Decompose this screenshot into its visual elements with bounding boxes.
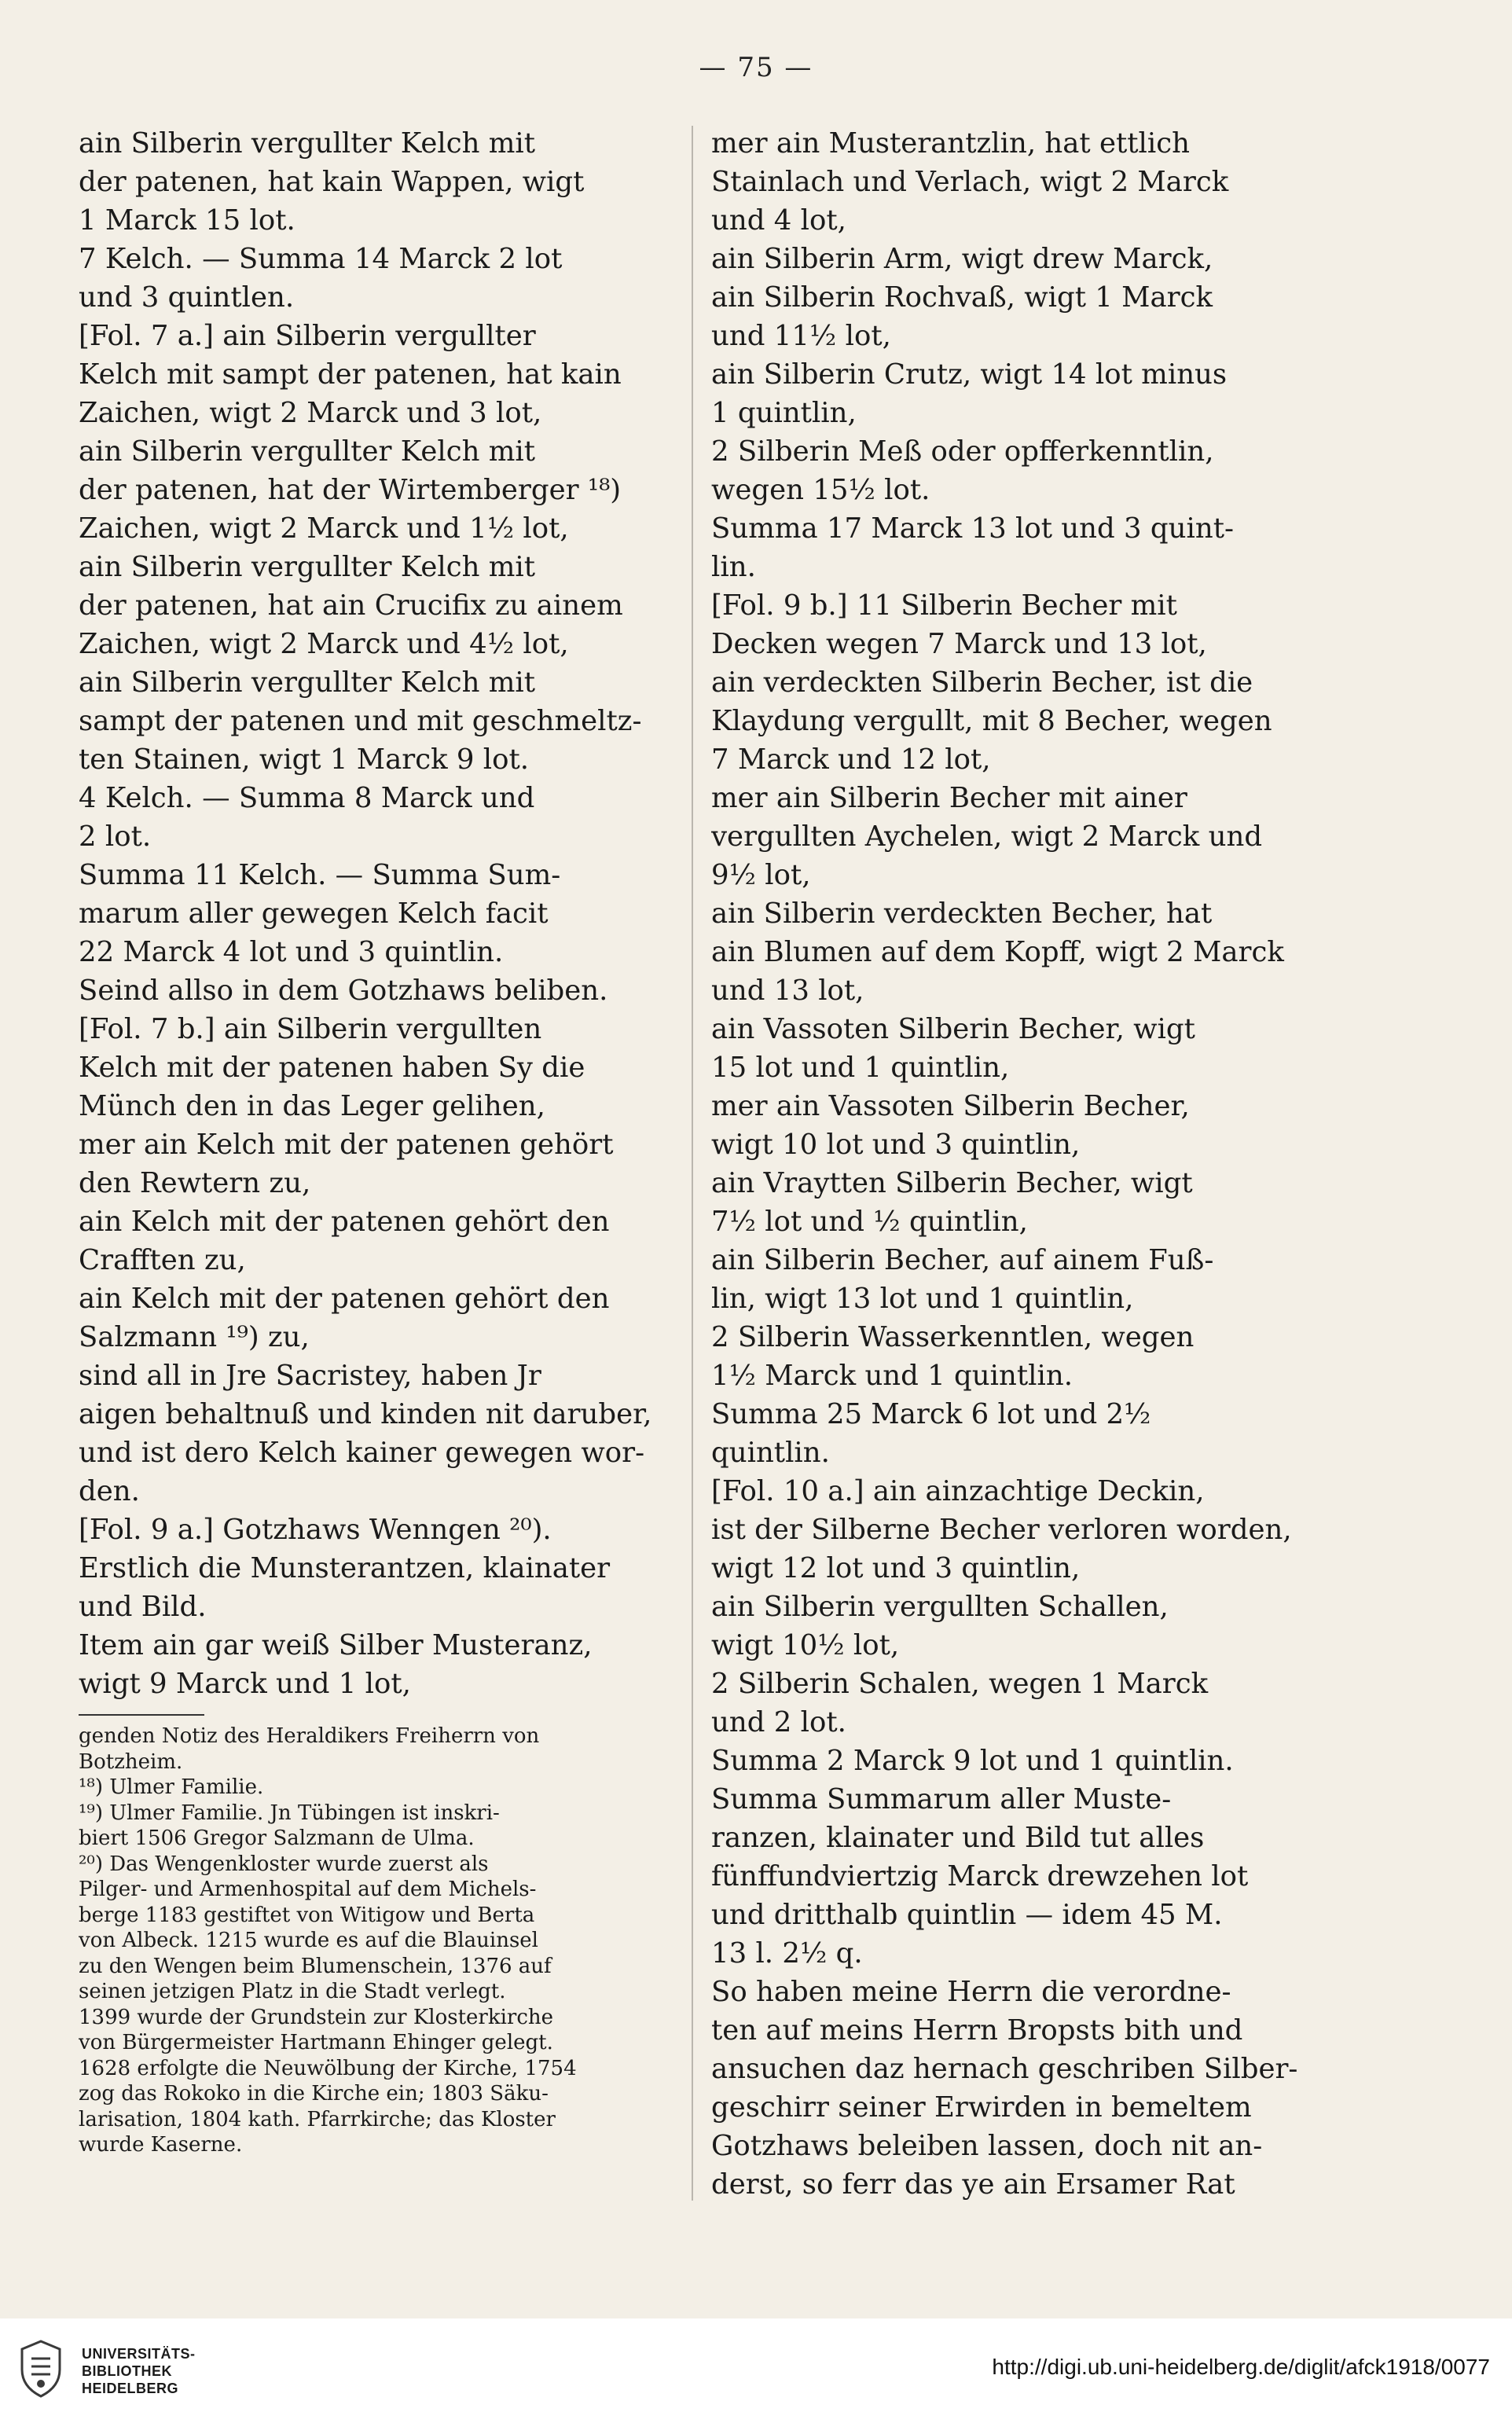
right-column	[711, 124, 1305, 2204]
text-line: sind all in Jre Sacristey, haben Jr	[79, 1360, 541, 1392]
text-line: vergullten Aychelen, wigt 2 Marck und	[711, 821, 1263, 853]
text-line: wigt 9 Marck und 1 lot,	[79, 1668, 411, 1700]
text-line: 2 Silberin Meß oder opfferkenntlin,	[711, 435, 1214, 468]
text-line: 2 lot.	[79, 821, 152, 853]
text-line: und dritthalb quintlin — idem 45 M.	[711, 1899, 1223, 1931]
text-line: ten Stainen, wigt 1 Marck 9 lot.	[79, 743, 530, 776]
left-column	[79, 124, 664, 2158]
logo-text-line: HEIDELBERG	[82, 2381, 179, 2396]
footnote-line: wurde Kaserne.	[79, 2133, 243, 2157]
text-line: 1½ Marck und 1 quintlin.	[711, 1360, 1073, 1392]
text-line: und 13 lot,	[711, 975, 864, 1007]
text-line: So haben meine Herrn die verordne-	[711, 1976, 1231, 2008]
text-line: lin, wigt 13 lot und 1 quintlin,	[711, 1283, 1134, 1315]
text-line: der patenen, hat ain Crucifix zu ainem	[79, 589, 623, 622]
column-divider	[692, 126, 693, 2201]
text-line: ain Silberin vergullter Kelch mit	[79, 127, 536, 160]
text-line: ain Kelch mit der patenen gehört den	[79, 1206, 610, 1238]
footnote-line: von Albeck. 1215 wurde es auf die Blauinsel	[79, 1929, 538, 1952]
text-line: aigen behaltnuß und kinden nit daruber,	[79, 1398, 652, 1430]
text-line: und 4 lot,	[711, 204, 846, 237]
source-url-link[interactable]: http://digi.ub.uni-heidelberg.de/diglit/afck1918/0077	[992, 2355, 1490, 2379]
text-line: Summa 11 Kelch. — Summa Sum-	[79, 859, 561, 891]
text-line: ain Silberin Becher, auf ainem Fuß-	[711, 1244, 1214, 1276]
text-line: ain Vassoten Silberin Becher, wigt	[711, 1013, 1195, 1045]
text-line: Gotzhaws beleiben lassen, doch nit an-	[711, 2130, 1263, 2162]
text-line: ranzen, klainater und Bild tut alles	[711, 1822, 1205, 1854]
text-line: der patenen, hat kain Wappen, wigt	[79, 166, 585, 198]
text-line: Item ain gar weiß Silber Musteranz,	[79, 1629, 593, 1661]
text-line: mer ain Vassoten Silberin Becher,	[711, 1090, 1190, 1122]
text-line: Decken wegen 7 Marck und 13 lot,	[711, 628, 1207, 660]
text-line: sampt der patenen und mit geschmeltz-	[79, 705, 642, 737]
text-line: mer ain Kelch mit der patenen gehört	[79, 1129, 614, 1161]
text-line: ain Silberin verdeckten Becher, hat	[711, 898, 1213, 930]
text-line: 9½ lot,	[711, 859, 811, 891]
text-line: ansuchen daz hernach geschriben Silber-	[711, 2053, 1298, 2085]
text-line: und ist dero Kelch kainer gewegen wor-	[79, 1437, 645, 1469]
footnote-line: seinen jetzigen Platz in die Stadt verlegt.	[79, 1980, 506, 2003]
text-line: ain Kelch mit der patenen gehört den	[79, 1283, 610, 1315]
text-line: Summa Summarum aller Muste-	[711, 1783, 1172, 1815]
text-line: mer ain Silberin Becher mit ainer	[711, 782, 1187, 814]
text-line: 2 Silberin Schalen, wegen 1 Marck	[711, 1668, 1209, 1700]
text-line: [Fol. 9 a.] Gotzhaws Wenngen ²⁰).	[79, 1514, 552, 1546]
text-line: fünffundviertzig Marck drewzehen lot	[711, 1860, 1249, 1893]
text-line: Kelch mit sampt der patenen, hat kain	[79, 358, 622, 391]
text-line: den.	[79, 1475, 140, 1507]
text-line: Kelch mit der patenen haben Sy die	[79, 1052, 585, 1084]
footnote-line: 1628 erfolgte die Neuwölbung der Kirche, 1754	[79, 2056, 577, 2080]
text-line: 2 Silberin Wasserkenntlen, wegen	[711, 1321, 1195, 1353]
text-line: ain verdeckten Silberin Becher, ist die	[711, 666, 1253, 699]
text-line: ain Silberin vergullten Schallen,	[711, 1591, 1169, 1623]
text-line: 7½ lot und ½ quintlin,	[711, 1206, 1028, 1238]
text-line: ten auf meins Herrn Bropsts bith und	[711, 2014, 1243, 2047]
text-line: [Fol. 7 b.] ain Silberin vergullten	[79, 1013, 542, 1045]
page-number: — 75 —	[699, 52, 813, 83]
logo-text-line: UNIVERSITÄTS-	[82, 2346, 196, 2362]
text-line: Stainlach und Verlach, wigt 2 Marck	[711, 166, 1229, 198]
text-line: Summa 2 Marck 9 lot und 1 quintlin.	[711, 1745, 1234, 1777]
text-line: 1 quintlin,	[711, 397, 857, 429]
text-line: derst, so ferr das ye ain Ersamer Rat	[711, 2168, 1235, 2201]
footnote-line: genden Notiz des Heraldikers Freiherrn von	[79, 1724, 540, 1748]
text-line: Seind allso in dem Gotzhaws beliben.	[79, 975, 608, 1007]
text-line: quintlin.	[711, 1437, 830, 1469]
text-line: Zaichen, wigt 2 Marck und 3 lot,	[79, 397, 542, 429]
footnote-line: von Bürgermeister Hartmann Ehinger gelegt.	[79, 2031, 553, 2054]
text-line: 4 Kelch. — Summa 8 Marck und	[79, 782, 535, 814]
text-line: Zaichen, wigt 2 Marck und 4½ lot,	[79, 628, 569, 660]
footnote-line: zog das Rokoko in die Kirche ein; 1803 Säku-	[79, 2082, 549, 2105]
text-line: Summa 25 Marck 6 lot und 2½	[711, 1398, 1151, 1430]
text-line: [Fol. 9 b.] 11 Silberin Becher mit	[711, 589, 1177, 622]
text-line: der patenen, hat der Wirtemberger ¹⁸)	[79, 474, 622, 506]
text-line: mer ain Musterantzlin, hat ettlich	[711, 127, 1190, 160]
text-line: ain Blumen auf dem Kopff, wigt 2 Marck	[711, 936, 1284, 968]
text-line: 1 Marck 15 lot.	[79, 204, 295, 237]
logo-text-line: BIBLIOTHEK	[82, 2363, 172, 2379]
footnote-line: biert 1506 Gregor Salzmann de Ulma.	[79, 1826, 475, 1850]
text-line: lin.	[711, 551, 756, 583]
text-line: wigt 10½ lot,	[711, 1629, 900, 1661]
text-line: marum aller gewegen Kelch facit	[79, 898, 549, 930]
text-line: 13 l. 2½ q.	[711, 1937, 863, 1970]
text-line: ain Silberin vergullter Kelch mit	[79, 666, 536, 699]
footnote-line: ¹⁹) Ulmer Familie. Jn Tübingen ist inskri-	[79, 1801, 500, 1825]
text-line: Erstlich die Munsterantzen, klainater	[79, 1552, 611, 1584]
text-line: Summa 17 Marck 13 lot und 3 quint-	[711, 512, 1234, 545]
text-line: [Fol. 7 a.] ain Silberin vergullter	[79, 320, 536, 352]
text-line: 7 Kelch. — Summa 14 Marck 2 lot	[79, 243, 563, 275]
text-line: und 3 quintlen.	[79, 281, 295, 314]
text-line: den Rewtern zu,	[79, 1167, 311, 1199]
text-line: wigt 12 lot und 3 quintlin,	[711, 1552, 1081, 1584]
footnote-line: 1399 wurde der Grundstein zur Klosterkirche	[79, 2005, 554, 2029]
text-line: geschirr seiner Erwirden in bemeltem	[711, 2091, 1252, 2124]
text-line: und 2 lot.	[711, 1706, 846, 1738]
text-line: wegen 15½ lot.	[711, 474, 930, 506]
footnote-line: Botzheim.	[79, 1749, 183, 1774]
footnote-line: ²⁰) Das Wengenkloster wurde zuerst als	[79, 1852, 489, 1876]
text-line: wigt 10 lot und 3 quintlin,	[711, 1129, 1081, 1161]
footnote-rule	[79, 1714, 204, 1716]
text-line: Klaydung vergullt, mit 8 Becher, wegen	[711, 705, 1272, 737]
text-line: 15 lot und 1 quintlin,	[711, 1052, 1010, 1084]
university-seal-icon	[17, 2338, 64, 2399]
text-line: und 11½ lot,	[711, 320, 891, 352]
text-line: ist der Silberne Becher verloren worden,	[711, 1514, 1292, 1546]
library-logo-text	[82, 2345, 196, 2397]
footnote-line: berge 1183 gestiftet von Witigow und Berta	[79, 1903, 535, 1927]
text-line: [Fol. 10 a.] ain ainzachtige Deckin,	[711, 1475, 1205, 1507]
text-line: ain Silberin Crutz, wigt 14 lot minus	[711, 358, 1228, 391]
footnote-line: Pilger- und Armenhospital auf dem Michels-	[79, 1878, 537, 1901]
footnote-line: zu den Wengen beim Blumenschein, 1376 auf	[79, 1954, 552, 1978]
text-line: und Bild.	[79, 1591, 207, 1623]
text-line: 22 Marck 4 lot und 3 quintlin.	[79, 936, 504, 968]
footnote-line: larisation, 1804 kath. Pfarrkirche; das Kloster	[79, 2107, 556, 2131]
text-line: ain Silberin vergullter Kelch mit	[79, 551, 536, 583]
text-line: ain Vraytten Silberin Becher, wigt	[711, 1167, 1193, 1199]
text-line: ain Silberin Arm, wigt drew Marck,	[711, 243, 1213, 275]
text-line: Crafften zu,	[79, 1244, 246, 1276]
text-line: Zaichen, wigt 2 Marck und 1½ lot,	[79, 512, 569, 545]
text-line: ain Silberin vergullter Kelch mit	[79, 435, 536, 468]
text-line: Münch den in das Leger gelihen,	[79, 1090, 545, 1122]
text-line: ain Silberin Rochvaß, wigt 1 Marck	[711, 281, 1213, 314]
text-line: Salzmann ¹⁹) zu,	[79, 1321, 310, 1353]
footnote-line: ¹⁸) Ulmer Familie.	[79, 1775, 264, 1799]
text-line: 7 Marck und 12 lot,	[711, 743, 991, 776]
